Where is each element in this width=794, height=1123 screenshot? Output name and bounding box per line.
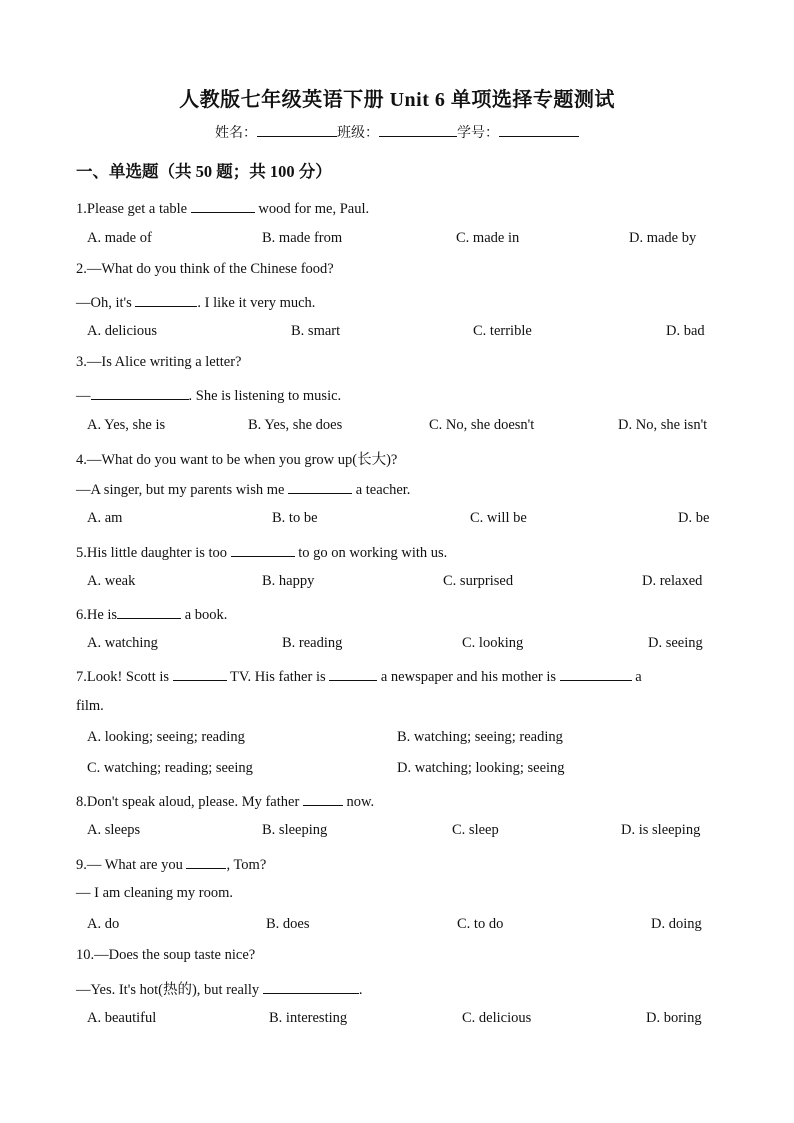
answer-blank bbox=[263, 979, 359, 994]
q6-option-a[interactable]: A. watching bbox=[87, 635, 158, 651]
q1-option-a[interactable]: A. made of bbox=[87, 230, 152, 246]
question-9-answer-line: — I am cleaning my room. bbox=[76, 885, 234, 901]
question-9: 9.— What are you , Tom? bbox=[76, 854, 266, 874]
q6-option-c[interactable]: C. looking bbox=[462, 635, 524, 651]
question-4-answer-line: —A singer, but my parents wish me a teacher. bbox=[76, 479, 410, 499]
q7-option-b[interactable]: B. watching; seeing; reading bbox=[397, 729, 563, 745]
answer-blank bbox=[560, 666, 632, 681]
q1-option-c[interactable]: C. made in bbox=[456, 230, 520, 246]
name-blank[interactable] bbox=[257, 122, 337, 137]
q3-option-a[interactable]: A. Yes, she is bbox=[87, 417, 166, 433]
q10-option-b[interactable]: B. interesting bbox=[269, 1010, 348, 1026]
question-4: 4.—What do you want to be when you grow up(长大)? bbox=[76, 452, 398, 468]
q8-option-a[interactable]: A. sleeps bbox=[87, 822, 141, 838]
q6-option-d[interactable]: D. seeing bbox=[648, 635, 703, 651]
id-label: 学号： bbox=[457, 126, 499, 141]
q1-option-b[interactable]: B. made from bbox=[262, 230, 343, 246]
section-heading: 一、单选题（共 50 题；共 100 分） bbox=[76, 162, 332, 181]
answer-blank bbox=[91, 385, 189, 400]
answer-blank bbox=[303, 791, 343, 806]
q7-option-d[interactable]: D. watching; looking; seeing bbox=[397, 760, 565, 776]
q9-option-c[interactable]: C. to do bbox=[457, 916, 504, 932]
q1-option-d[interactable]: D. made by bbox=[629, 230, 697, 246]
q10-option-d[interactable]: D. boring bbox=[646, 1010, 702, 1026]
q2-option-d[interactable]: D. bad bbox=[666, 323, 705, 339]
question-2: 2.—What do you think of the Chinese food? bbox=[76, 261, 334, 277]
q5-option-c[interactable]: C. surprised bbox=[443, 573, 514, 589]
question-6: 6.He is a book. bbox=[76, 604, 227, 624]
q4-option-c[interactable]: C. will be bbox=[470, 510, 527, 526]
q9-option-a[interactable]: A. do bbox=[87, 916, 120, 932]
q4-option-a[interactable]: A. am bbox=[87, 510, 123, 526]
id-blank[interactable] bbox=[499, 122, 579, 137]
q8-option-c[interactable]: C. sleep bbox=[452, 822, 499, 838]
answer-blank bbox=[186, 854, 226, 869]
question-3-answer-line: — . She is listening to music. bbox=[76, 385, 341, 405]
q8-option-b[interactable]: B. sleeping bbox=[262, 822, 328, 838]
q7-option-a[interactable]: A. looking; seeing; reading bbox=[87, 729, 245, 745]
q5-option-a[interactable]: A. weak bbox=[87, 573, 136, 589]
question-7-continuation: film. bbox=[76, 698, 104, 714]
answer-blank bbox=[329, 666, 377, 681]
answer-blank bbox=[135, 292, 197, 307]
q2-option-c[interactable]: C. terrible bbox=[473, 323, 532, 339]
q9-option-b[interactable]: B. does bbox=[266, 916, 310, 932]
answer-blank bbox=[191, 198, 255, 213]
answer-blank bbox=[173, 666, 227, 681]
q10-option-a[interactable]: A. beautiful bbox=[87, 1010, 157, 1026]
question-7: 7.Look! Scott is TV. His father is a newspaper and his mother is a bbox=[76, 666, 642, 686]
question-10-answer-line: —Yes. It's hot(热的), but really . bbox=[76, 978, 362, 999]
question-8: 8.Don't speak aloud, please. My father now. bbox=[76, 791, 374, 811]
q5-option-d[interactable]: D. relaxed bbox=[642, 573, 703, 589]
q8-option-d[interactable]: D. is sleeping bbox=[621, 822, 701, 838]
q5-option-b[interactable]: B. happy bbox=[262, 573, 315, 589]
question-10: 10.—Does the soup taste nice? bbox=[76, 947, 256, 963]
q10-option-c[interactable]: C. delicious bbox=[462, 1010, 532, 1026]
q3-option-b[interactable]: B. Yes, she does bbox=[248, 417, 343, 433]
q9-option-d[interactable]: D. doing bbox=[651, 916, 702, 932]
page-title: 人教版七年级英语下册 Unit 6 单项选择专题测试 bbox=[179, 89, 615, 111]
q7-option-c[interactable]: C. watching; reading; seeing bbox=[87, 760, 253, 776]
class-label: 班级： bbox=[337, 126, 379, 141]
q4-option-d[interactable]: D. be bbox=[678, 510, 710, 526]
answer-blank bbox=[231, 542, 295, 557]
q3-option-c[interactable]: C. No, she doesn't bbox=[429, 417, 535, 433]
question-3: 3.—Is Alice writing a letter? bbox=[76, 354, 242, 370]
q2-option-a[interactable]: A. delicious bbox=[87, 323, 158, 339]
q2-option-b[interactable]: B. smart bbox=[291, 323, 341, 339]
question-1: 1.Please get a table wood for me, Paul. bbox=[76, 198, 369, 218]
name-label: 姓名： bbox=[215, 126, 257, 141]
student-info-line bbox=[0, 122, 794, 142]
q3-option-d[interactable]: D. No, she isn't bbox=[618, 417, 708, 433]
answer-blank bbox=[288, 479, 352, 494]
question-5: 5.His little daughter is too to go on working with us. bbox=[76, 542, 447, 562]
q6-option-b[interactable]: B. reading bbox=[282, 635, 343, 651]
answer-blank bbox=[117, 604, 181, 619]
question-2-answer-line: —Oh, it's . I like it very much. bbox=[76, 292, 315, 312]
class-blank[interactable] bbox=[379, 122, 457, 137]
q4-option-b[interactable]: B. to be bbox=[272, 510, 318, 526]
